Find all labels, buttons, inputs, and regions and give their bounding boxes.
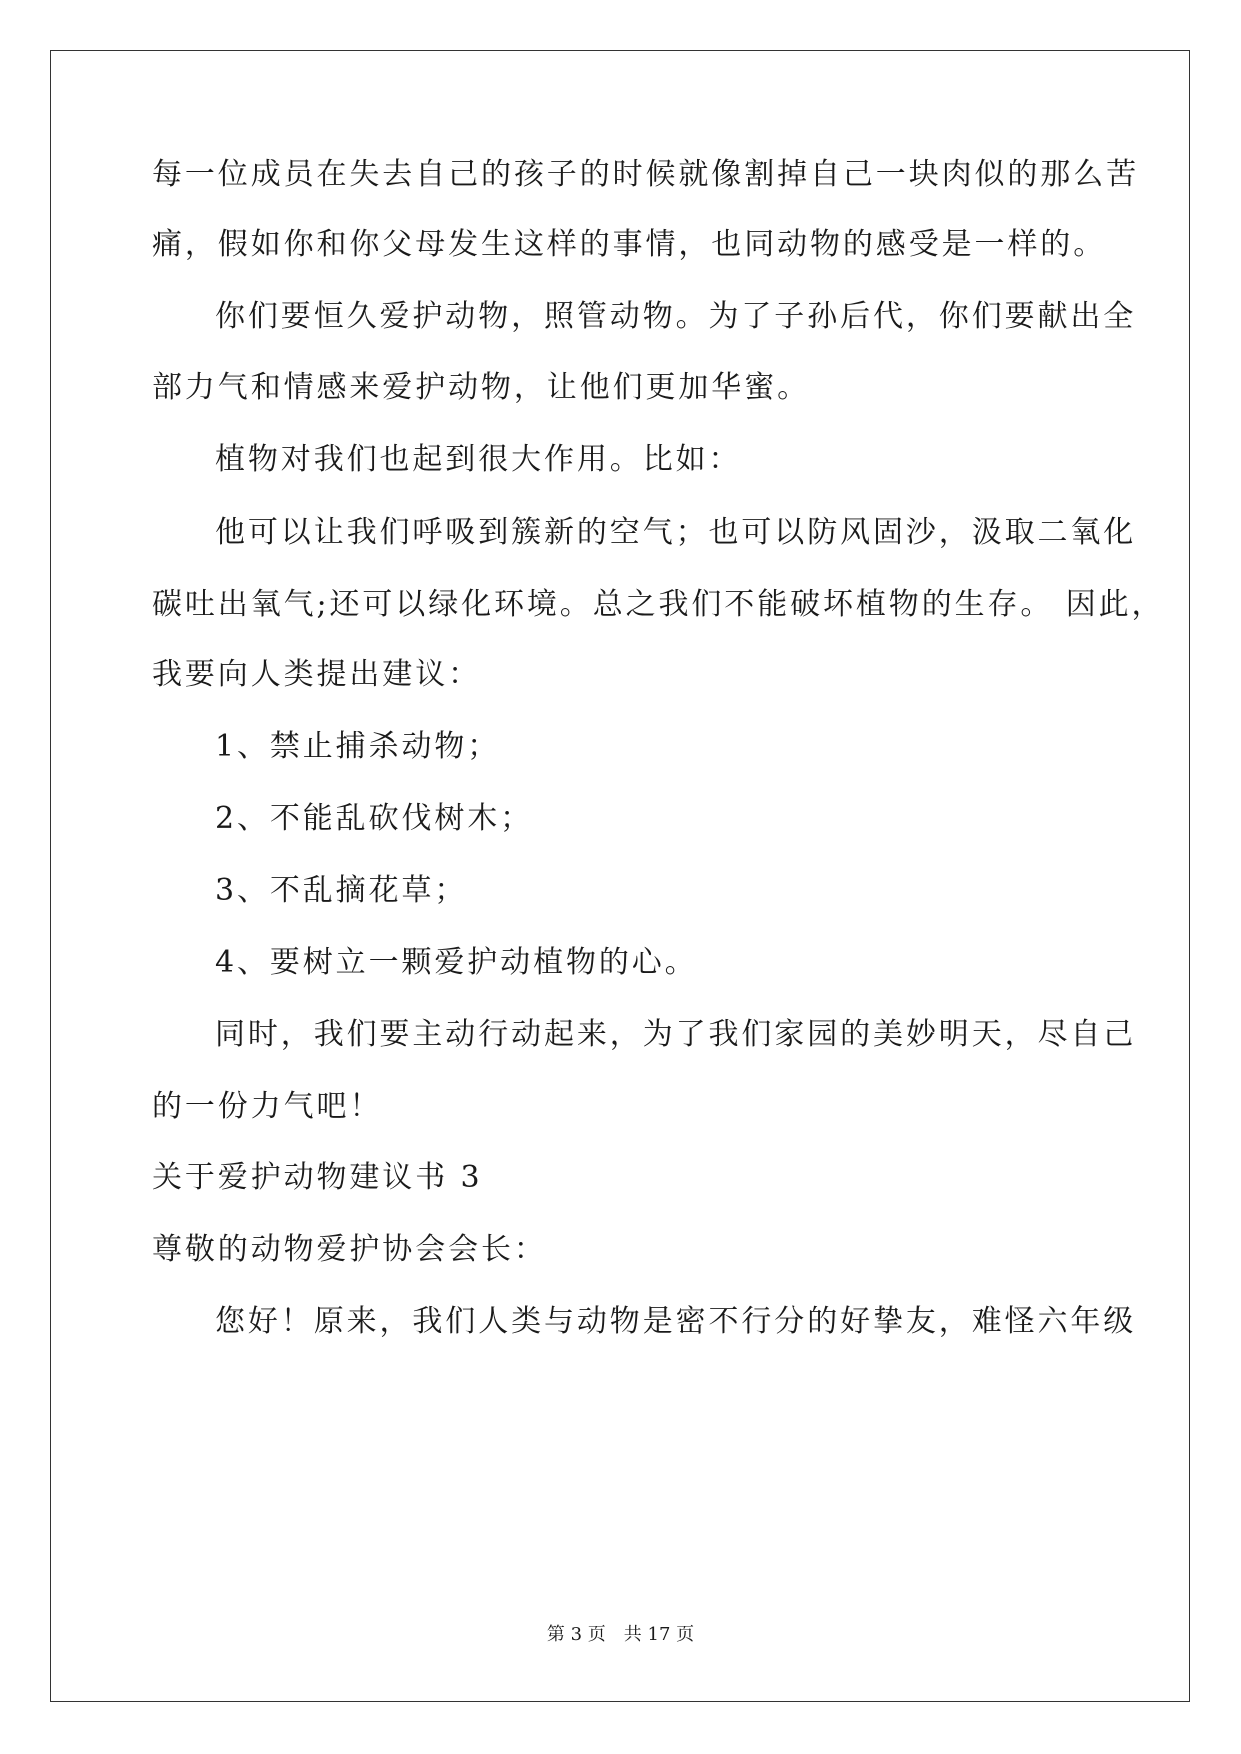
body-line: 痛，假如你和你父母发生这样的事情，也同动物的感受是一样的。 bbox=[152, 227, 1107, 262]
paragraph-line: 同时，我们要主动行动起来，为了我们家园的美妙明天，尽自己 bbox=[215, 1017, 1137, 1052]
list-item: 3、不乱摘花草； bbox=[215, 873, 468, 908]
paragraph-line: 您好！原来，我们人类与动物是密不行分的好挚友，难怪六年级 bbox=[215, 1304, 1137, 1339]
body-line: 我要向人类提出建议： bbox=[152, 657, 481, 692]
paragraph-line: 植物对我们也起到很大作用。比如： bbox=[215, 442, 742, 477]
body-line: 每一位成员在失去自己的孩子的时候就像割掉自己一块肉似的那么苦 bbox=[152, 157, 1139, 192]
body-line: 的一份力气吧！ bbox=[152, 1089, 383, 1124]
section-heading: 关于爱护动物建议书 3 bbox=[152, 1160, 483, 1195]
page-footer bbox=[0, 1623, 1241, 1647]
list-item: 2、不能乱砍伐树木； bbox=[215, 801, 534, 836]
paragraph-line: 他可以让我们呼吸到簇新的空气；也可以防风固沙，汲取二氧化 bbox=[215, 515, 1137, 550]
body-line: 部力气和情感来爱护动物，让他们更加华蜜。 bbox=[152, 370, 810, 405]
salutation: 尊敬的动物爱护协会会长： bbox=[152, 1232, 547, 1267]
list-item: 4、要树立一颗爱护动植物的心。 bbox=[215, 945, 698, 980]
paragraph-line: 你们要恒久爱护动物，照管动物。为了子孙后代，你们要献出全 bbox=[215, 299, 1137, 334]
total-page-count: 共 17 页 bbox=[623, 1624, 695, 1645]
list-item: 1、禁止捕杀动物； bbox=[215, 729, 501, 764]
current-page-number: 第 3 页 bbox=[546, 1624, 606, 1645]
body-line: 碳吐出氧气;还可以绿化环境。总之我们不能破坏植物的生存。 因此， bbox=[152, 587, 1165, 622]
